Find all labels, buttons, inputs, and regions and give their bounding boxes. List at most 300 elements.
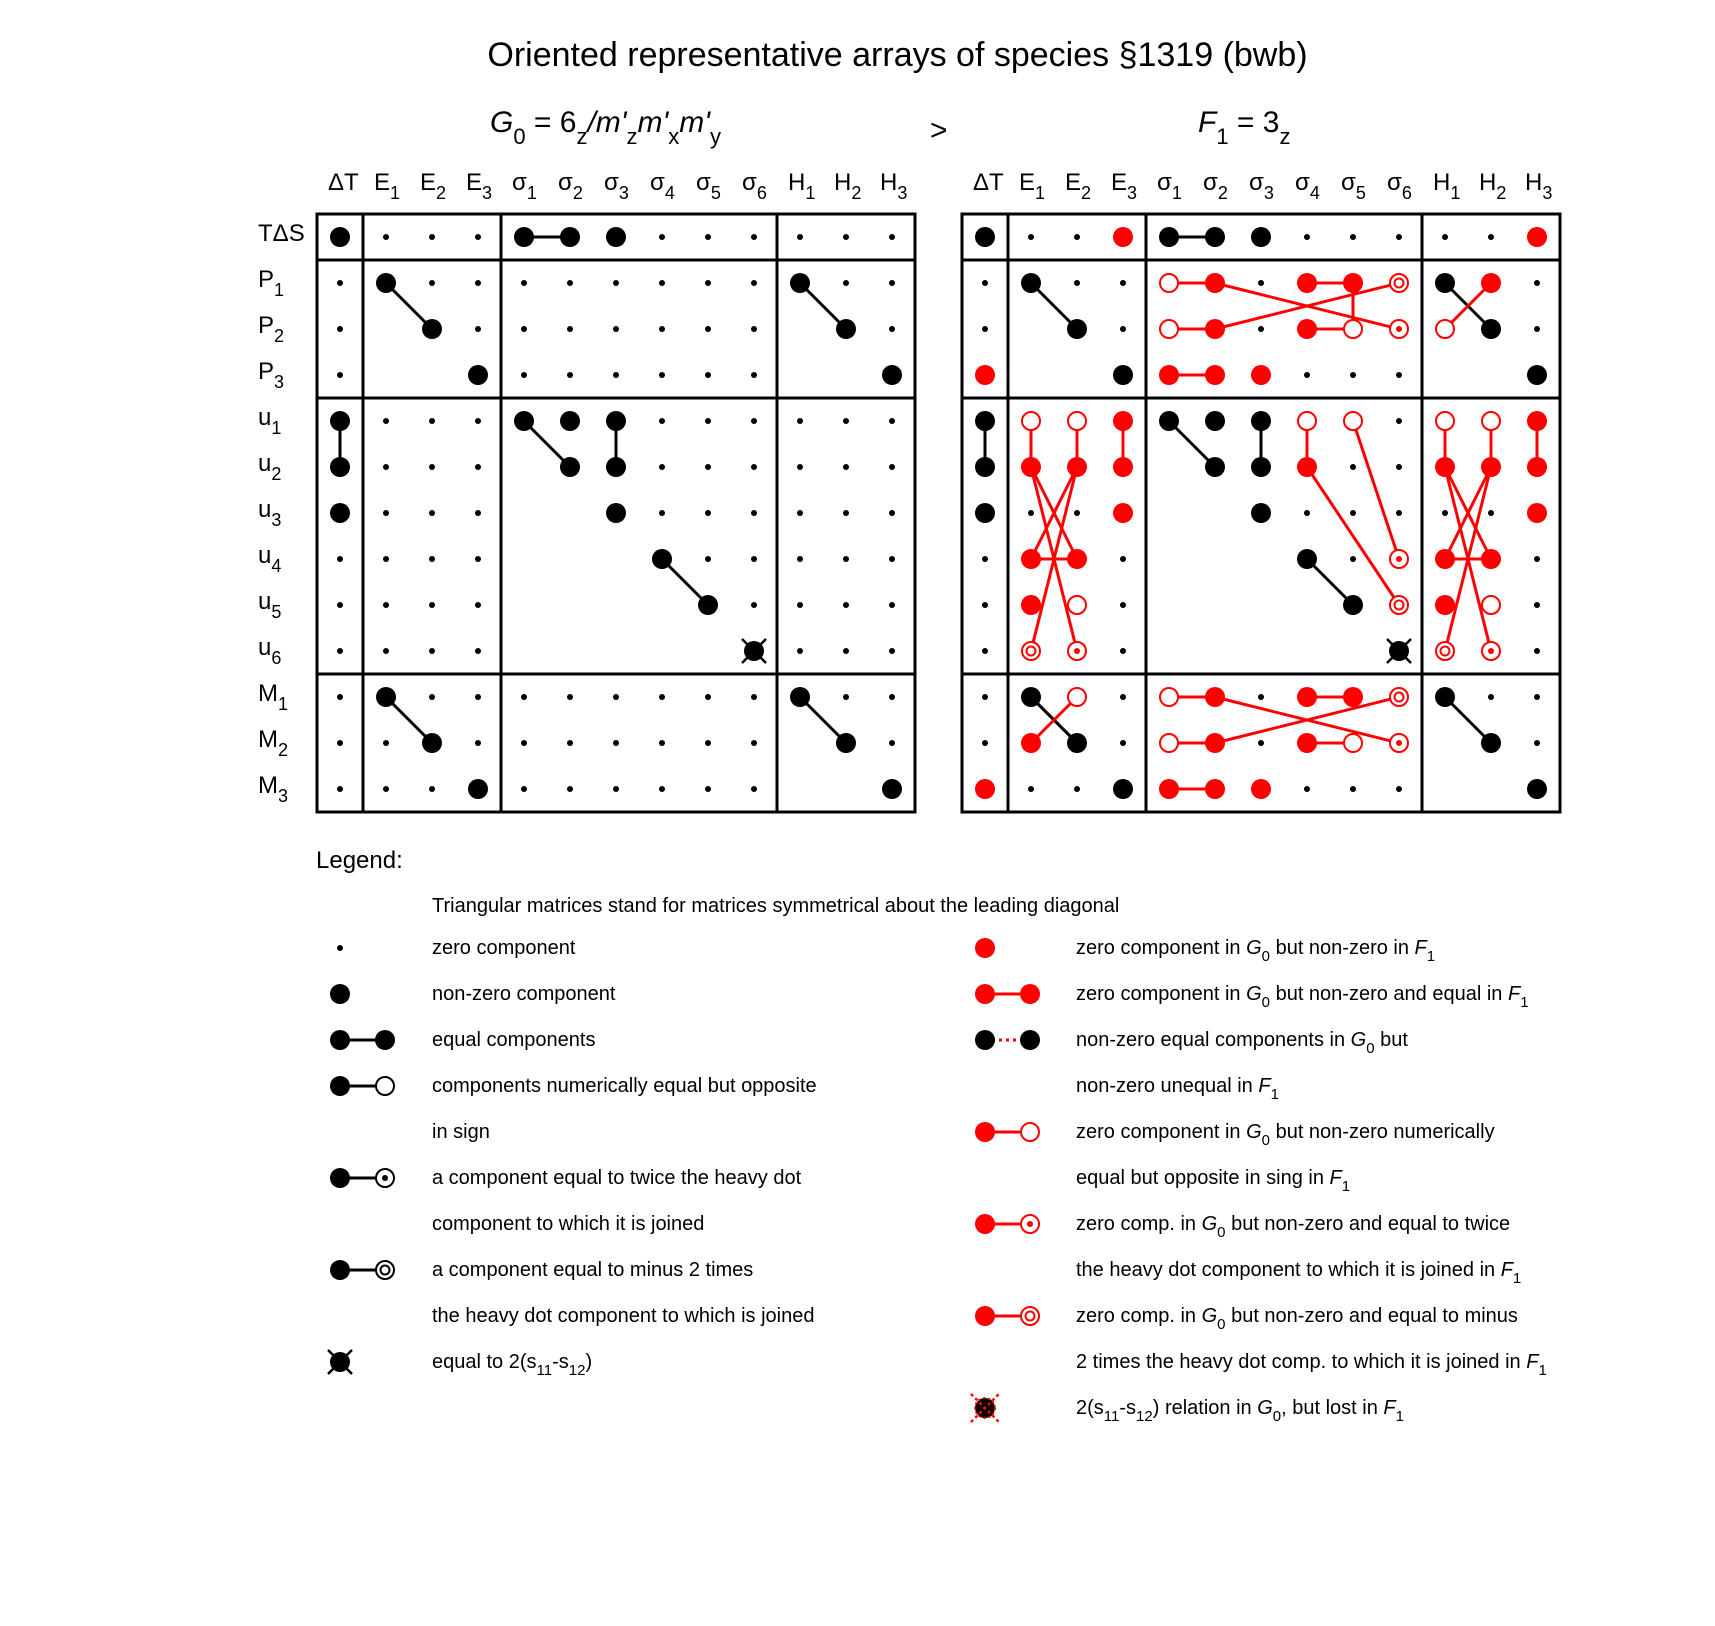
red-nonzero-dot <box>1343 687 1363 707</box>
zero-dot <box>982 602 988 608</box>
zero-dot <box>889 280 895 286</box>
red-nonzero-dot <box>1297 687 1317 707</box>
zero-dot <box>751 556 757 562</box>
nonzero-dot <box>1251 227 1271 247</box>
zero-dot <box>1350 510 1356 516</box>
zero-dot <box>889 602 895 608</box>
legend-symbol-opposite <box>330 1076 394 1096</box>
row-label: TΔS <box>258 220 305 247</box>
nonzero-dot <box>1113 779 1133 799</box>
zero-dot <box>982 280 988 286</box>
zero-dot <box>1396 786 1402 792</box>
zero-dot <box>659 786 665 792</box>
nonzero-dot <box>330 457 350 477</box>
nonzero-dot <box>468 365 488 385</box>
legend-item-text: components numerically equal but opposite <box>432 1075 817 1097</box>
zero-dot <box>1396 372 1402 378</box>
zero-dot <box>1028 234 1034 240</box>
nonzero-dot <box>1021 273 1041 293</box>
red-nonzero-dot <box>1113 411 1133 431</box>
zero-dot <box>1350 786 1356 792</box>
nonzero-dot <box>1343 595 1363 615</box>
legend-item-text: zero component <box>432 937 576 959</box>
zero-dot <box>889 740 895 746</box>
legend-symbol-heavy <box>330 984 350 1004</box>
red-open-dot <box>1160 688 1178 706</box>
red-nonzero-dot <box>1159 779 1179 799</box>
red-nonzero-dot <box>1481 273 1501 293</box>
right-col-label: $H_2$ <box>1479 169 1507 204</box>
legend-symbol-cross <box>328 1350 352 1374</box>
red-nonzero-dot <box>1021 457 1041 477</box>
legend-symbol-small <box>337 945 343 951</box>
zero-dot <box>1396 510 1402 516</box>
zero-dot <box>1304 786 1310 792</box>
legend-item-text: $2(s_{11}-s_{12})$ relation in $G_0$, but lost in $F_1$ <box>1076 1397 1404 1425</box>
nonzero-dot <box>468 779 488 799</box>
red-nonzero-dot <box>1527 457 1547 477</box>
red-nonzero-dot <box>1113 227 1133 247</box>
zero-dot <box>521 326 527 332</box>
zero-dot <box>337 694 343 700</box>
zero-dot <box>751 280 757 286</box>
legend-symbol-red_equal <box>975 984 1040 1004</box>
zero-dot <box>1120 648 1126 654</box>
red-nonzero-dot <box>1297 319 1317 339</box>
zero-dot <box>1534 648 1540 654</box>
zero-dot <box>705 510 711 516</box>
legend-dot <box>330 1260 350 1280</box>
zero-dot <box>843 280 849 286</box>
zero-dot <box>843 602 849 608</box>
red-ring-dot <box>1436 642 1454 660</box>
red-nonzero-dot <box>1435 595 1455 615</box>
legend-dot <box>330 1030 350 1050</box>
left-group-heading: $G_0 = 6_z/m'_zm'_xm'_y$ <box>490 106 721 149</box>
legend-item-text: in sign <box>432 1121 490 1143</box>
zero-dot <box>659 280 665 286</box>
red-nonzero-dot <box>1067 457 1087 477</box>
zero-dot <box>1258 326 1264 332</box>
zero-dot <box>889 648 895 654</box>
zero-dot <box>982 556 988 562</box>
red-nonzero-dot <box>1159 365 1179 385</box>
nonzero-dot <box>560 411 580 431</box>
legend-open <box>376 1261 394 1279</box>
row-label: $u_1$ <box>258 404 282 439</box>
zero-dot <box>383 418 389 424</box>
legend-item-text: equal to $2(s_{11}-s_{12})$ <box>432 1351 593 1379</box>
zero-dot <box>705 418 711 424</box>
nonzero-dot <box>1159 411 1179 431</box>
zero-dot <box>613 326 619 332</box>
zero-dot <box>1534 694 1540 700</box>
red-open-dot <box>1160 734 1178 752</box>
zero-dot <box>1350 372 1356 378</box>
legend-symbol-black_dotted <box>975 1030 1040 1050</box>
zero-dot <box>1120 602 1126 608</box>
zero-dot <box>889 326 895 332</box>
legend-dot <box>330 984 350 1004</box>
zero-dot <box>751 372 757 378</box>
red-nonzero-dot <box>1113 457 1133 477</box>
left-col-label: $\sigma_1$ <box>512 169 537 204</box>
zero-dot <box>429 234 435 240</box>
row-label: $u_2$ <box>258 450 282 485</box>
red-nonzero-dot <box>1205 319 1225 339</box>
red-nonzero-dot <box>1205 733 1225 753</box>
right-col-label: $\sigma_5$ <box>1341 169 1366 204</box>
left-col-label: $E_1$ <box>374 169 401 204</box>
zero-dot <box>475 556 481 562</box>
zero-dot <box>705 786 711 792</box>
red-nonzero-dot <box>1113 503 1133 523</box>
red-nonzero-dot <box>1205 273 1225 293</box>
zero-dot <box>1074 786 1080 792</box>
left-col-label: $E_2$ <box>420 169 447 204</box>
legend-item-text: component to which it is joined <box>432 1213 705 1235</box>
zero-dot <box>383 786 389 792</box>
red-nonzero-dot <box>1481 457 1501 477</box>
legend-symbol-red_cross <box>971 1394 999 1422</box>
nonzero-dot <box>698 595 718 615</box>
zero-dot <box>475 694 481 700</box>
zero-dot <box>1534 602 1540 608</box>
zero-dot <box>475 326 481 332</box>
zero-dot <box>751 740 757 746</box>
zero-dot <box>613 372 619 378</box>
zero-dot <box>1304 234 1310 240</box>
zero-dot <box>521 786 527 792</box>
legend-open <box>1021 1123 1039 1141</box>
zero-dot <box>705 234 711 240</box>
zero-dot <box>337 740 343 746</box>
zero-dot <box>475 418 481 424</box>
left-col-label: $\sigma_5$ <box>696 169 721 204</box>
zero-dot <box>889 510 895 516</box>
legend-dot <box>1020 1030 1040 1050</box>
zero-dot <box>429 786 435 792</box>
left-col-label: $\sigma_2$ <box>558 169 583 204</box>
red-open-dot <box>1344 320 1362 338</box>
red-open-dot <box>1344 734 1362 752</box>
right-group-heading: $F_1 = 3_z$ <box>1198 106 1291 149</box>
legend-heading: Legend: <box>316 847 403 874</box>
legend-dot <box>975 1306 995 1326</box>
red-nonzero-dot <box>1527 503 1547 523</box>
zero-dot <box>1350 464 1356 470</box>
red-nonzero-dot <box>975 365 995 385</box>
nonzero-dot <box>1113 365 1133 385</box>
left-col-label: $E_3$ <box>466 169 493 204</box>
left-matrix <box>330 227 902 799</box>
nonzero-dot <box>606 227 626 247</box>
zero-dot <box>843 418 849 424</box>
zero-dot <box>337 326 343 332</box>
nonzero-dot <box>1435 687 1455 707</box>
zero-dot <box>659 372 665 378</box>
zero-dot <box>1488 694 1494 700</box>
red-open-dot <box>1068 412 1086 430</box>
legend-symbol-red_twice <box>975 1214 1039 1234</box>
zero-dot <box>337 280 343 286</box>
zero-dot <box>521 280 527 286</box>
legend-dot <box>975 1214 995 1234</box>
red-nonzero-dot <box>1205 365 1225 385</box>
nonzero-dot <box>975 227 995 247</box>
zero-dot <box>1258 694 1264 700</box>
zero-dot <box>429 556 435 562</box>
red-dotring-center <box>1074 648 1080 654</box>
legend-dot <box>975 938 995 958</box>
nonzero-dot <box>882 779 902 799</box>
zero-dot <box>337 556 343 562</box>
legend-dot <box>330 1076 350 1096</box>
zero-dot <box>613 280 619 286</box>
zero-dot <box>429 510 435 516</box>
zero-dot <box>1074 234 1080 240</box>
nonzero-dot <box>1251 457 1271 477</box>
nonzero-dot <box>975 457 995 477</box>
red-ring-dot <box>1390 688 1408 706</box>
red-open-dot <box>1160 274 1178 292</box>
legend-item-text: equal components <box>432 1029 596 1051</box>
nonzero-dot <box>1481 733 1501 753</box>
zero-dot <box>982 694 988 700</box>
right-col-label: $E_3$ <box>1111 169 1138 204</box>
zero-dot <box>429 464 435 470</box>
zero-dot <box>705 464 711 470</box>
nonzero-dot <box>422 319 442 339</box>
zero-dot <box>1442 234 1448 240</box>
row-label: $P_2$ <box>258 312 285 347</box>
red-open-dot <box>1482 596 1500 614</box>
nonzero-dot <box>514 411 534 431</box>
zero-dot <box>797 648 803 654</box>
zero-dot <box>383 464 389 470</box>
red-nonzero-dot <box>1343 273 1363 293</box>
red-nonzero-dot <box>1527 411 1547 431</box>
zero-dot <box>475 740 481 746</box>
legend-item-text: the heavy dot component to which it is joined in $F_1$ <box>1076 1259 1522 1287</box>
zero-dot <box>843 648 849 654</box>
legend-item-text: zero comp. in $G_0$ but non-zero and equal to minus <box>1076 1305 1518 1333</box>
legend-dot <box>382 1175 388 1181</box>
zero-dot <box>705 740 711 746</box>
zero-dot <box>1258 740 1264 746</box>
nonzero-dot <box>1251 411 1271 431</box>
zero-dot <box>889 464 895 470</box>
nonzero-dot <box>422 733 442 753</box>
zero-dot <box>797 418 803 424</box>
zero-dot <box>1028 510 1034 516</box>
legend-note: Triangular matrices stand for matrices symmetrical about the leading diagonal <box>432 895 1120 917</box>
right-col-label: $\sigma_6$ <box>1387 169 1412 204</box>
left-col-label: $H_3$ <box>880 169 908 204</box>
legend-item-text: non-zero unequal in $F_1$ <box>1076 1075 1279 1103</box>
zero-dot <box>475 280 481 286</box>
zero-dot <box>751 786 757 792</box>
zero-dot <box>613 694 619 700</box>
zero-dot <box>337 648 343 654</box>
zero-dot <box>751 326 757 332</box>
red-nonzero-dot <box>1205 779 1225 799</box>
zero-dot <box>659 326 665 332</box>
red-open-dot <box>1298 412 1316 430</box>
nonzero-dot <box>330 411 350 431</box>
zero-dot <box>889 234 895 240</box>
right-col-label: ΔT <box>973 169 1004 196</box>
zero-dot <box>383 648 389 654</box>
legend-item-text: zero component in $G_0$ but non-zero numerically <box>1076 1121 1495 1149</box>
red-ring-dot <box>1390 274 1408 292</box>
zero-dot <box>567 372 573 378</box>
right-col-label: $\sigma_3$ <box>1249 169 1274 204</box>
nonzero-dot <box>1205 411 1225 431</box>
zero-dot <box>1396 464 1402 470</box>
legend-symbol-red_minus2 <box>975 1306 1039 1326</box>
red-nonzero-dot <box>1481 549 1501 569</box>
zero-dot <box>337 372 343 378</box>
nonzero-dot <box>1527 779 1547 799</box>
legend-symbol-twice <box>330 1168 394 1188</box>
zero-dot <box>751 234 757 240</box>
legend-item-text: a component equal to minus 2 times <box>432 1259 754 1281</box>
red-nonzero-dot <box>1297 733 1317 753</box>
nonzero-dot <box>376 687 396 707</box>
nonzero-dot <box>1297 549 1317 569</box>
nonzero-dot <box>330 503 350 523</box>
zero-dot <box>889 418 895 424</box>
nonzero-dot <box>790 273 810 293</box>
page-title: Oriented representative arrays of species §1319 (bwb) <box>487 36 1308 74</box>
red-nonzero-dot <box>1251 365 1271 385</box>
red-nonzero-dot <box>1435 457 1455 477</box>
zero-dot <box>475 510 481 516</box>
left-col-label: $\sigma_6$ <box>742 169 767 204</box>
nonzero-dot <box>882 365 902 385</box>
nonzero-dot <box>606 411 626 431</box>
nonzero-dot <box>1021 687 1041 707</box>
zero-dot <box>1120 740 1126 746</box>
red-open-dot <box>1436 412 1454 430</box>
zero-dot <box>567 786 573 792</box>
left-col-label: $\sigma_3$ <box>604 169 629 204</box>
nonzero-dot <box>1205 227 1225 247</box>
nonzero-dot <box>514 227 534 247</box>
zero-dot <box>475 234 481 240</box>
legend-item-text: zero component in $G_0$ but non-zero in $F_1$ <box>1076 937 1436 965</box>
right-col-label: $H_1$ <box>1433 169 1461 204</box>
row-label: $u_6$ <box>258 634 282 669</box>
legend-symbol-minus2 <box>330 1260 394 1280</box>
right-col-label: $E_1$ <box>1019 169 1046 204</box>
zero-dot <box>659 510 665 516</box>
zero-dot <box>751 464 757 470</box>
zero-dot <box>1350 234 1356 240</box>
zero-dot <box>1120 556 1126 562</box>
legend-open <box>376 1077 394 1095</box>
zero-dot <box>843 234 849 240</box>
nonzero-dot <box>975 503 995 523</box>
nonzero-dot <box>1481 319 1501 339</box>
zero-dot <box>567 694 573 700</box>
zero-dot <box>521 694 527 700</box>
zero-dot <box>429 418 435 424</box>
link-line <box>1353 421 1399 559</box>
zero-dot <box>659 740 665 746</box>
zero-dot <box>1396 234 1402 240</box>
nonzero-dot <box>790 687 810 707</box>
red-dotring-center <box>1396 556 1402 562</box>
red-ring-dot <box>1022 642 1040 660</box>
zero-dot <box>429 694 435 700</box>
nonzero-dot <box>606 503 626 523</box>
legend-dot <box>330 1168 350 1188</box>
zero-dot <box>383 602 389 608</box>
legend-symbol-red_opposite <box>975 1122 1039 1142</box>
zero-dot <box>1120 280 1126 286</box>
legend-symbol-equal <box>330 1030 395 1050</box>
zero-dot <box>429 280 435 286</box>
left-col-label: ΔT <box>328 169 359 196</box>
zero-dot <box>1028 786 1034 792</box>
right-col-label: $\sigma_1$ <box>1157 169 1182 204</box>
zero-dot <box>1350 556 1356 562</box>
legend-symbol-red_heavy <box>975 938 995 958</box>
right-col-label: $E_2$ <box>1065 169 1092 204</box>
zero-dot <box>705 280 711 286</box>
nonzero-dot <box>560 457 580 477</box>
zero-dot <box>1258 280 1264 286</box>
right-col-label: $\sigma_4$ <box>1295 169 1320 204</box>
zero-dot <box>613 740 619 746</box>
nonzero-dot <box>1067 319 1087 339</box>
zero-dot <box>1442 510 1448 516</box>
zero-dot <box>659 464 665 470</box>
zero-dot <box>843 556 849 562</box>
nonzero-dot <box>606 457 626 477</box>
red-nonzero-dot <box>975 779 995 799</box>
zero-dot <box>705 372 711 378</box>
red-open-dot <box>1068 596 1086 614</box>
red-nonzero-dot <box>1021 595 1041 615</box>
red-open-dot <box>1344 412 1362 430</box>
nonzero-dot <box>1251 503 1271 523</box>
left-col-label: $\sigma_4$ <box>650 169 675 204</box>
red-nonzero-dot <box>1251 779 1271 799</box>
zero-dot <box>1488 234 1494 240</box>
zero-dot <box>1396 418 1402 424</box>
red-open-dot <box>1482 412 1500 430</box>
zero-dot <box>383 510 389 516</box>
zero-dot <box>705 326 711 332</box>
zero-dot <box>843 510 849 516</box>
legend-item-text: zero component in $G_0$ but non-zero and equal in $F_1$ <box>1076 983 1529 1011</box>
zero-dot <box>567 326 573 332</box>
left-col-label: $H_2$ <box>834 169 862 204</box>
red-dotring-center <box>1488 648 1494 654</box>
red-dotring-center <box>1396 740 1402 746</box>
zero-dot <box>1534 556 1540 562</box>
right-col-label: $\sigma_2$ <box>1203 169 1228 204</box>
zero-dot <box>797 510 803 516</box>
zero-dot <box>982 326 988 332</box>
zero-dot <box>889 694 895 700</box>
zero-dot <box>751 694 757 700</box>
zero-dot <box>843 464 849 470</box>
nonzero-dot <box>1205 457 1225 477</box>
